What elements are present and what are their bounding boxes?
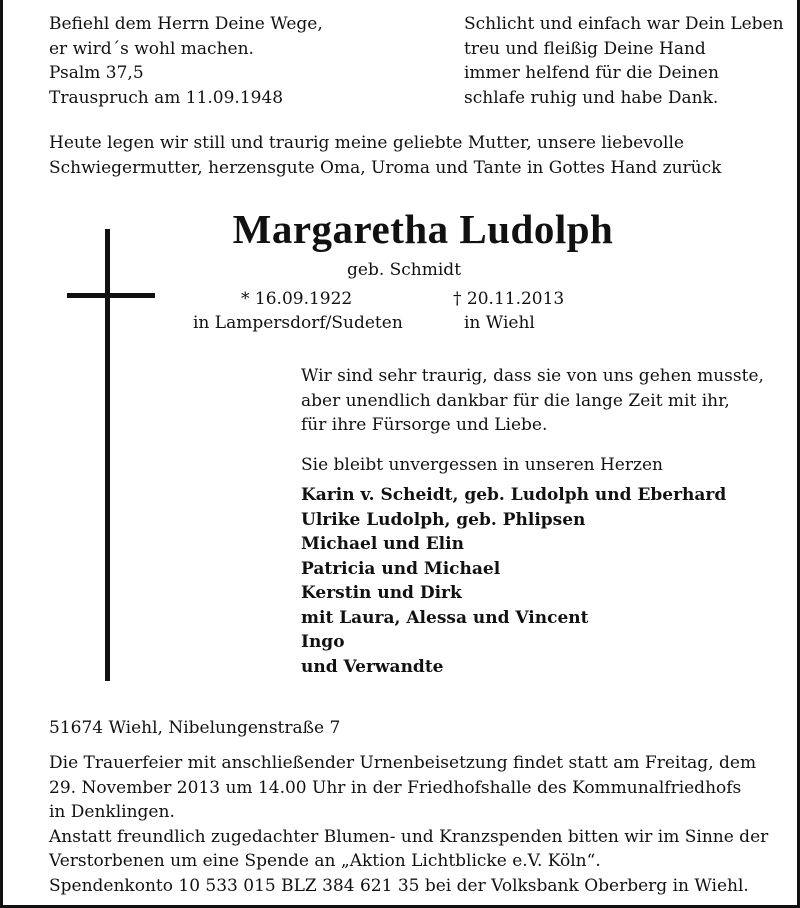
intro-line: Heute legen wir still und traurig meine geliebte Mutter, unsere liebevolle	[49, 133, 684, 153]
verse-right-line: Schlicht und einfach war Dein Leben	[464, 14, 784, 34]
birth-date: * 16.09.1922	[241, 289, 353, 309]
verse-left-line: Trauspruch am 11.09.1948	[49, 87, 284, 108]
verse-right-line: immer helfend für die Deinen	[464, 63, 719, 83]
mourner-name: Ingo	[301, 632, 345, 652]
verse-right	[464, 12, 784, 110]
message-text	[301, 364, 764, 438]
mourner-name: Kerstin und Dirk	[301, 583, 462, 603]
mourner-name: Michael und Elin	[301, 534, 464, 554]
verse-left-line: Psalm 37,5	[49, 63, 144, 83]
notice-line: in Denklingen.	[49, 802, 175, 822]
message-line: Wir sind sehr traurig, dass sie von uns gehen musste,	[301, 366, 764, 386]
address: 51674 Wiehl, Nibelungenstraße 7	[49, 718, 341, 738]
notice-line: 29. November 2013 um 14.00 Uhr in der Friedhofshalle des Kommunalfriedhofs	[49, 777, 742, 798]
intro-line: Schwiegermutter, herzensgute Oma, Uroma und Tante in Gottes Hand zurück	[49, 157, 722, 178]
notice-line: Spendenkonto 10 533 015 BLZ 384 621 35 bei der Volksbank Oberberg in Wiehl.	[49, 875, 749, 896]
notice-line: Die Trauerfeier mit anschließender Urnenbeisetzung findet statt am Freitag, dem	[49, 753, 757, 773]
mourner-name: mit Laura, Alessa und Vincent	[301, 607, 589, 628]
mourner-name: Ulrike Ludolph, geb. Phlipsen	[301, 509, 586, 530]
mourner-name: Patricia und Michael	[301, 558, 501, 579]
verse-left-line: er wird´s wohl machen.	[49, 38, 254, 59]
message-line: für ihre Fürsorge und Liebe.	[301, 415, 548, 435]
notice-line: Anstatt freundlich zugedachter Blumen- und Kranzspenden bitten wir im Sinne der	[49, 826, 769, 847]
deceased-name: Margaretha Ludolph	[232, 206, 614, 252]
funeral-notice	[49, 751, 768, 898]
maiden-name: geb. Schmidt	[347, 260, 462, 280]
verse-left-line: Befiehl dem Herrn Deine Wege,	[49, 14, 323, 34]
remembrance-line: Sie bleibt unvergessen in unseren Herzen	[301, 455, 663, 475]
verse-left	[49, 12, 323, 110]
verse-right-line: treu und fleißig Deine Hand	[464, 38, 706, 59]
mourner-name: und Verwandte	[301, 656, 444, 677]
intro-text	[49, 131, 721, 180]
birth-place: in Lampersdorf/Sudeten	[193, 313, 403, 333]
verse-right-line: schlafe ruhig und habe Dank.	[464, 87, 719, 108]
death-place: in Wiehl	[464, 313, 535, 333]
notice-line: Verstorbenen um eine Spende an „Aktion Lichtblicke e.V. Köln“.	[49, 851, 601, 871]
mourner-name: Karin v. Scheidt, geb. Ludolph und Eberhard	[301, 485, 727, 505]
message-line: aber unendlich dankbar für die lange Zeit mit ihr,	[301, 390, 730, 411]
death-date: † 20.11.2013	[453, 289, 565, 309]
cross-icon-bar	[67, 293, 155, 298]
mourners-list	[301, 483, 726, 679]
